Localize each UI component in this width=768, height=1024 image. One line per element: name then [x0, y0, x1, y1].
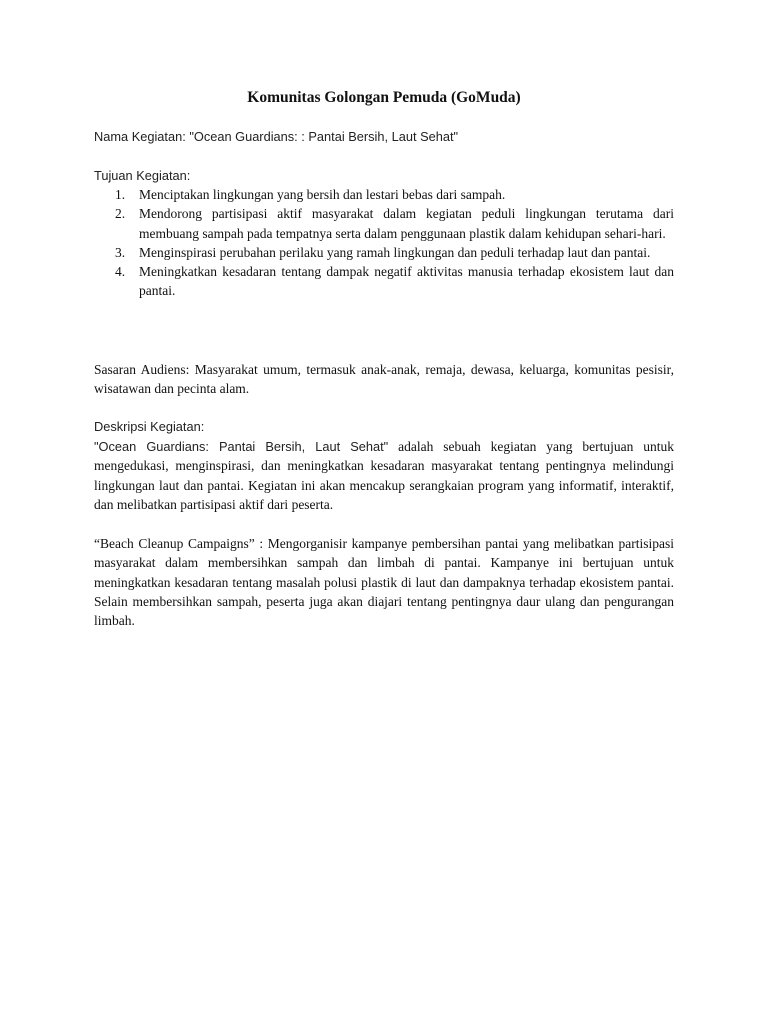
- target-audience-paragraph: Sasaran Audiens: Masyarakat umum, termasuk anak-anak, remaja, dewasa, keluarga, komunitas pesisir, wisatawan dan pecinta alam.: [94, 362, 674, 397]
- objectives-heading: Tujuan Kegiatan:: [94, 168, 191, 183]
- list-item: [94, 243, 674, 262]
- list-number: 2.: [115, 206, 126, 222]
- list-item: [94, 204, 674, 243]
- list-number: 1.: [115, 187, 126, 202]
- list-number: 3.: [115, 244, 126, 260]
- description-body: adalah sebuah kegiatan yang bertujuan untuk mengedukasi, menginspirasi, dan meningkatkan kesadaran masyarakat tentang pentingnya melindungi lingkungan laut dan pantai. Kegiatan ini akan mencakup serangkaian program yang informatif, interaktif, dan melibatkan partisipasi aktif dari peserta.: [94, 439, 674, 512]
- list-text: Meningkatkan kesadaran tentang dampak negatif aktivitas manusia terhadap ekosistem laut dan pantai.: [139, 264, 674, 299]
- beach-cleanup-paragraph: “Beach Cleanup Campaigns” : Mengorganisir kampanye pembersihan pantai yang melibatkan partisipasi masyarakat dalam membersihkan sampah dan limbah di pantai. Kampanye ini bertujuan untuk meningkatkan kesadaran tentang masalah polusi plastik di laut dan dampaknya terhadap ekosistem pantai. Selain membersihkan sampah, peserta juga akan diajari tentang pentingnya daur ulang dan pengurangan limbah.: [94, 536, 674, 629]
- description-heading: Deskripsi Kegiatan:: [94, 419, 205, 434]
- list-number: 4.: [115, 264, 126, 280]
- list-text: Mendorong partisipasi aktif masyarakat dalam kegiatan peduli lingkungan terutama dari membuang sampah pada tempatnya serta dalam penggunaan plastik dalam kehidupan sehari-hari.: [139, 206, 674, 241]
- list-text: Menginspirasi perubahan perilaku yang ramah lingkungan dan peduli terhadap laut dan pantai.: [139, 244, 651, 260]
- objectives-list: [94, 185, 674, 301]
- list-item: [94, 185, 674, 204]
- activity-name: Nama Kegiatan: "Ocean Guardians: : Pantai Bersih, Laut Sehat": [94, 129, 459, 144]
- list-item: [94, 262, 674, 301]
- description-lead: "Ocean Guardians: Pantai Bersih, Laut Sehat": [94, 439, 389, 454]
- list-text: Menciptakan lingkungan yang bersih dan lestari bebas dari sampah.: [139, 187, 506, 202]
- page-title: Komunitas Golongan Pemuda (GoMuda): [247, 89, 521, 106]
- description-paragraph: [94, 437, 674, 514]
